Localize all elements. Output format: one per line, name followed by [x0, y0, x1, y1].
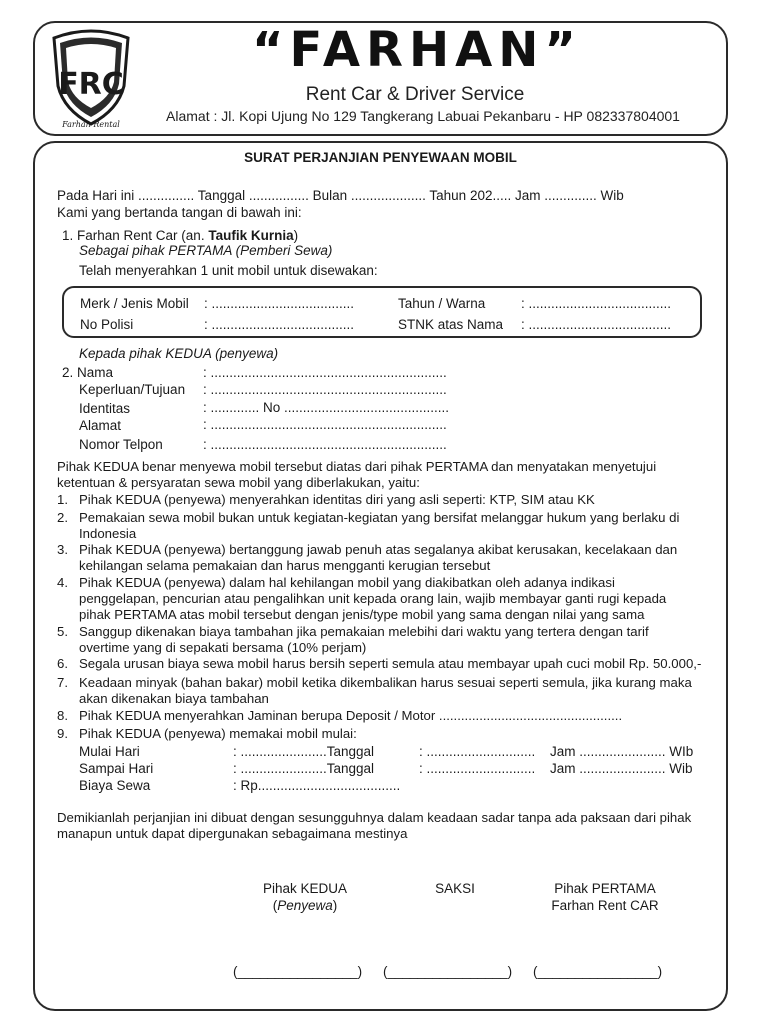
polisi-label: No Polisi [80, 317, 134, 332]
term-text: Pihak KEDUA (penyewa) dalam hal kehilangan mobil yang diakibatkan oleh adanya indikasi [79, 575, 615, 590]
sig-line-kedua[interactable]: (________________) [233, 964, 363, 979]
term-text: Pemakaian sewa mobil bukan untuk kegiatan-kegiatan yang bersifat melanggar hukum yang berlaku di [79, 510, 680, 525]
term-text: Pihak KEDUA (penyewa) memakai mobil mulai: [79, 726, 357, 741]
identitas-label: Identitas [79, 401, 131, 416]
term-number: 9. [57, 726, 68, 741]
merk-field[interactable]: : ...................................... [204, 296, 355, 311]
party1-name: Taufik Kurnia [208, 228, 294, 243]
mulai-time-field[interactable]: Jam ....................... WIb [550, 744, 694, 759]
term-number: 1. [57, 492, 68, 507]
tahun-label: Tahun / Warna [398, 296, 486, 311]
alamat-label: Alamat [79, 418, 122, 433]
mulai-day-field[interactable]: : .......................Tanggal [233, 744, 375, 759]
term-text: Indonesia [79, 526, 137, 541]
term-number: 7. [57, 675, 68, 690]
logo-arc-text: Farhan Rental [62, 120, 120, 128]
closing-line-2: manapun untuk dapat dipergunakan sebagaimana mestinya [57, 826, 408, 841]
term-text: pihak PERTAMA atas mobil tersebut dengan jenis/type mobil yang sama dengan nilai yang sama [79, 607, 645, 622]
sampai-day-field[interactable]: : .......................Tanggal [233, 761, 375, 776]
logo-monogram: FRC [58, 67, 124, 102]
term-text: Pihak KEDUA menyerahkan Jaminan berupa Deposit / Motor .................................................. [79, 708, 623, 723]
term-number: 6. [57, 656, 68, 671]
nama-field[interactable]: : ............................................................... [203, 365, 447, 380]
mulai-date-field[interactable]: : ............................. [419, 744, 536, 759]
term-number: 2. [57, 510, 68, 525]
party1-line: 1. Farhan Rent Car (an. Taufik Kurnia) [62, 228, 299, 243]
brand-name: “FARHAN” [252, 22, 582, 78]
term-text: Pihak KEDUA (penyewa) bertanggung jawab penuh atas segalanya akibat kerusakan, kecelakaan dan [79, 542, 678, 557]
tahun-field[interactable]: : ...................................... [521, 296, 672, 311]
mulai-label: Mulai Hari [79, 744, 140, 759]
nama-label: 2. Nama [62, 365, 114, 380]
term-text: Segala urusan biaya sewa mobil harus bersih seperti semula atau membayar upah cuci mobil Rp. 50.000,- [79, 656, 702, 671]
term-text: Sanggup dikenakan biaya tambahan jika pemakaian melebihi dari waktu yang tertera dengan tarif [79, 624, 649, 639]
term-number: 3. [57, 542, 68, 557]
party2-heading: Kepada pihak KEDUA (penyewa) [79, 346, 279, 361]
party1-role: Sebagai pihak PERTAMA (Pemberi Sewa) [79, 243, 333, 258]
alamat-field[interactable]: : ............................................................... [203, 417, 447, 432]
sig-line-pertama[interactable]: (________________) [533, 964, 663, 979]
terms-lead-2: ketentuan & persyaratan sewa mobil yang diberlakukan, yaitu: [57, 475, 420, 490]
polisi-field[interactable]: : ...................................... [204, 317, 355, 332]
frc-shield-logo [48, 28, 134, 128]
sampai-time-field[interactable]: Jam ....................... Wib [550, 761, 693, 776]
sig-line-saksi[interactable]: (________________) [383, 964, 513, 979]
term-text: Pihak KEDUA (penyewa) menyerahkan identitas diri yang asli seperti: KTP, SIM atau KK [79, 492, 595, 507]
term-text: penggelapan, pencurian atau pengalihkan unit kepada orang lain, wajib membayar ganti rugi kepada [79, 591, 667, 606]
sig-saksi-title: SAKSI [435, 881, 475, 896]
intro-date-line: Pada Hari ini ............... Tanggal ................ Bulan .................... Tahun 202..... Jam .............. Wib [57, 188, 624, 203]
party1-handover: Telah menyerahkan 1 unit mobil untuk disewakan: [79, 263, 378, 278]
term-text: Keadaan minyak (bahan bakar) mobil ketika dikembalikan harus sesuai seperti semula, jika kurang maka [79, 675, 692, 690]
terms-lead-1: Pihak KEDUA benar menyewa mobil tersebut diatas dari pihak PERTAMA dan menyatakan menyetujui [57, 459, 657, 474]
keperluan-label: Keperluan/Tujuan [79, 382, 186, 397]
telpon-label: Nomor Telpon [79, 437, 163, 452]
biaya-field[interactable]: : Rp...................................... [233, 778, 401, 793]
keperluan-field[interactable]: : ............................................................... [203, 382, 447, 397]
stnk-label: STNK atas Nama [398, 317, 504, 332]
sig-kedua-title: Pihak KEDUA [262, 881, 348, 896]
telpon-field[interactable]: : ............................................................... [203, 437, 447, 452]
sig-pertama-title: Pihak PERTAMA [554, 881, 656, 896]
company-address: Alamat : Jl. Kopi Ujung No 129 Tangkerang Labuai Pekanbaru - HP 082337804001 [166, 108, 680, 124]
sig-pertama-company: Farhan Rent CAR [551, 898, 659, 913]
term-text: overtime yang di sepakati bersama (10% perjam) [79, 640, 367, 655]
closing-line-1: Demikianlah perjanjian ini dibuat dengan sesungguhnya dalam keadaan sadar tanpa ada paksaan dari pihak [57, 810, 692, 825]
term-text: kehilangan selama pemakaian dan harus mengganti kerugian tersebut [79, 558, 491, 573]
term-number: 8. [57, 708, 68, 723]
sampai-date-field[interactable]: : ............................. [419, 761, 536, 776]
sig-kedua-role: (Penyewa) [272, 898, 338, 913]
brand-subtitle: Rent Car & Driver Service [305, 84, 525, 105]
intro-undersigned: Kami yang bertanda tangan di bawah ini: [57, 205, 302, 220]
term-number: 5. [57, 624, 68, 639]
term-text: akan dikenakan biaya tambahan [79, 691, 269, 706]
biaya-label: Biaya Sewa [79, 778, 151, 793]
identitas-field[interactable]: : ............. No ............................................ [203, 400, 450, 415]
stnk-field[interactable]: : ...................................... [521, 317, 672, 332]
term-number: 4. [57, 575, 68, 590]
document-title: SURAT PERJANJIAN PENYEWAAN MOBIL [244, 150, 517, 165]
sampai-label: Sampai Hari [79, 761, 154, 776]
merk-label: Merk / Jenis Mobil [80, 296, 189, 311]
